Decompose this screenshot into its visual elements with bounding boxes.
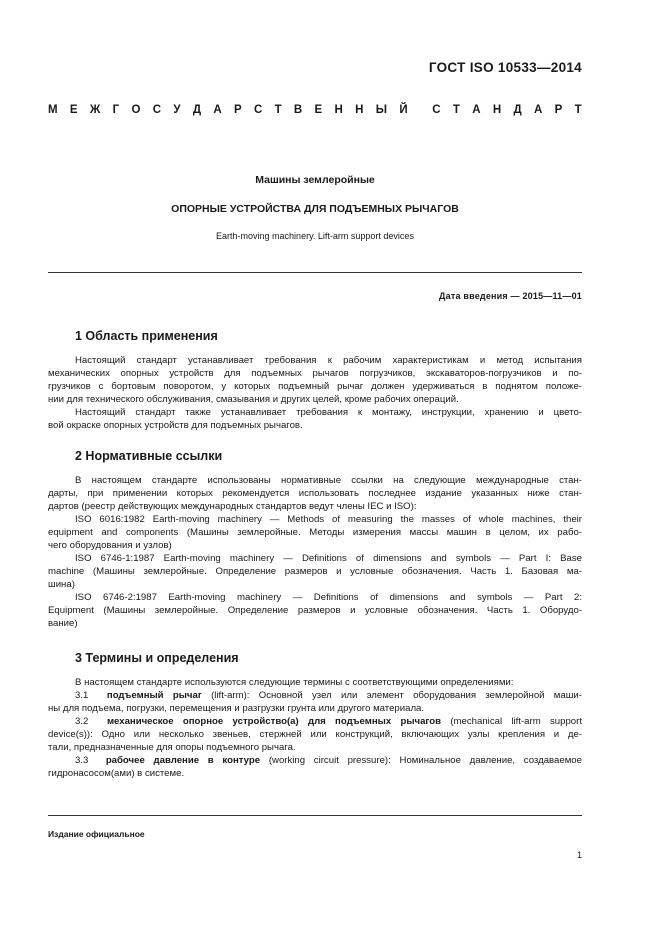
banner-letter: Д xyxy=(513,104,522,116)
banner-letter: Е xyxy=(69,104,78,116)
text-line: гидронасосом(ами) в системе. xyxy=(48,768,185,779)
banner-letter: Т xyxy=(274,104,282,116)
section-2-heading: 2 Нормативные ссылки xyxy=(75,449,223,463)
text-line: В настоящем стандарте использованы нормативные ссылки на следующие международные стан- xyxy=(75,475,582,486)
text-line: грузчиков с бортовым поворотом, у которых подъемный рычаг должен удерживаться в поднятом положе- xyxy=(48,381,582,392)
banner-letter: С xyxy=(152,104,162,116)
header-divider xyxy=(48,272,582,273)
text-line: шина) xyxy=(48,579,75,590)
term-name: механическое опорное устройство(а) для подъемных рычагов xyxy=(106,716,442,727)
official-edition-label: Издание официальное xyxy=(48,829,145,839)
banner-letter: Т xyxy=(574,104,582,116)
term-name: подъемный рычаг xyxy=(106,690,202,701)
section-3-body xyxy=(48,676,582,780)
term-number: 3.1 xyxy=(75,690,89,701)
text-line: вой окраске опорных устройств для подъемных рычагов. xyxy=(48,420,303,431)
banner-letter: Р xyxy=(554,104,563,116)
term-definition: (working circuit pressure): Номинальное давление, создаваемое xyxy=(260,755,582,766)
banner-letter: О xyxy=(131,104,141,116)
section-1-body xyxy=(48,354,582,432)
banner-letter: А xyxy=(533,104,543,116)
banner-letter: Й xyxy=(399,104,408,116)
introduction-date: Дата введения — 2015—11—01 xyxy=(439,291,582,301)
banner-letter: Н xyxy=(334,104,343,116)
gost-identifier: ГОСТ ISO 10533—2014 xyxy=(428,60,582,75)
text-line: механических опорных устройств для подъемных рычагов погрузчиков, экскаваторов-погрузчиков и по- xyxy=(48,368,582,379)
text-line: дартов (реестр действующих международных стандартов ведут члены IEC и ISO): xyxy=(48,501,417,512)
banner-letter: Н xyxy=(492,104,502,116)
banner-letter: Г xyxy=(112,104,120,116)
term-3-2-line xyxy=(48,715,582,728)
section-3-heading: 3 Термины и определения xyxy=(75,651,239,665)
section-1-heading: 1 Область применения xyxy=(75,329,218,343)
term-definition: (mechanical lift-arm support xyxy=(441,716,582,727)
title-english: Earth-moving machinery. Lift-arm support devices xyxy=(216,231,414,241)
banner-letter: М xyxy=(48,104,58,116)
title-main: ОПОРНЫЕ УСТРОЙСТВА ДЛЯ ПОДЪЕМНЫХ РЫЧАГОВ xyxy=(171,203,459,215)
section-2-body xyxy=(48,474,582,630)
banner-letter: Т xyxy=(452,104,460,116)
text-line: дарты, при применении которых рекомендуется использовать последнее издание указанных ниже стан- xyxy=(48,488,582,499)
text-line: вание) xyxy=(48,618,78,629)
banner-letter: С xyxy=(253,104,263,116)
standard-banner xyxy=(48,104,582,116)
title-category: Машины землеройные xyxy=(255,174,375,186)
text-line: чего оборудования и узлов) xyxy=(48,540,172,551)
footer-divider xyxy=(48,815,582,816)
banner-letter: С xyxy=(432,104,441,116)
term-name: рабочее давление в контуре xyxy=(105,755,261,766)
term-definition: (lift-arm): Основной узел или элемент оборудования землеройной маши- xyxy=(201,690,582,701)
banner-letter: А xyxy=(472,104,481,116)
banner-letter: Ж xyxy=(89,104,101,116)
text-line: Equipment (Машины землеройные. Определение размеров и условные обозначения. Часть 1. Оборудо- xyxy=(48,605,582,616)
term-number: 3.2 xyxy=(75,716,89,727)
text-line: ISO 6746-2:1987 Earth-moving machinery — Definitions of dimensions and symbols — Part 2: xyxy=(75,592,582,603)
banner-letter: Д xyxy=(192,104,202,116)
text-line: Настоящий стандарт также устанавливает требования к монтажу, инструкции, хранению и цвето- xyxy=(75,407,582,418)
banner-letter: А xyxy=(213,104,222,116)
text-line: ISO 6016:1982 Earth-moving machinery — Methods of measuring the masses of whole machines, their xyxy=(75,514,582,525)
text-line: device(s)): Одно или несколько звеньев, стержней или конструкций, включающих узлы крепления и де- xyxy=(48,729,582,740)
banner-letter: Р xyxy=(233,104,242,116)
text-line: machine (Машины землеройные. Определение размеров и условные обозначения. Часть 1. Базовая ма- xyxy=(48,566,582,577)
text-line: Настоящий стандарт устанавливает требования к рабочим характеристикам и метод испытания xyxy=(75,355,582,366)
text-line: ISO 6746-1:1987 Earth-moving machinery — Definitions of dimensions and symbols — Part I: Base xyxy=(75,553,582,564)
banner-letter: Е xyxy=(314,104,323,116)
page-number: 1 xyxy=(576,850,582,860)
term-3-1-line xyxy=(48,689,582,702)
term-number: 3.3 xyxy=(75,755,89,766)
text-line: equipment and components (Машины землеройные. Методы измерения массы машин в целом, их рабо- xyxy=(48,527,582,538)
term-3-3-line xyxy=(48,754,582,767)
banner-letter: Ы xyxy=(375,104,388,116)
banner-letter: У xyxy=(173,104,181,116)
text-line: В настоящем стандарте используются следующие термины с соответствующими определениями: xyxy=(75,677,514,688)
text-line: ны для подъема, погрузки, перемещения и разгрузки грунта или другого материала. xyxy=(48,703,425,714)
text-line: тали, предназначенные для опоры подъемного рычага. xyxy=(48,742,296,753)
banner-letter: Н xyxy=(355,104,364,116)
banner-letter: В xyxy=(293,104,303,116)
text-line: нии для технического обслуживания, смазывания и других целей, кроме рабочих операций. xyxy=(48,394,459,405)
